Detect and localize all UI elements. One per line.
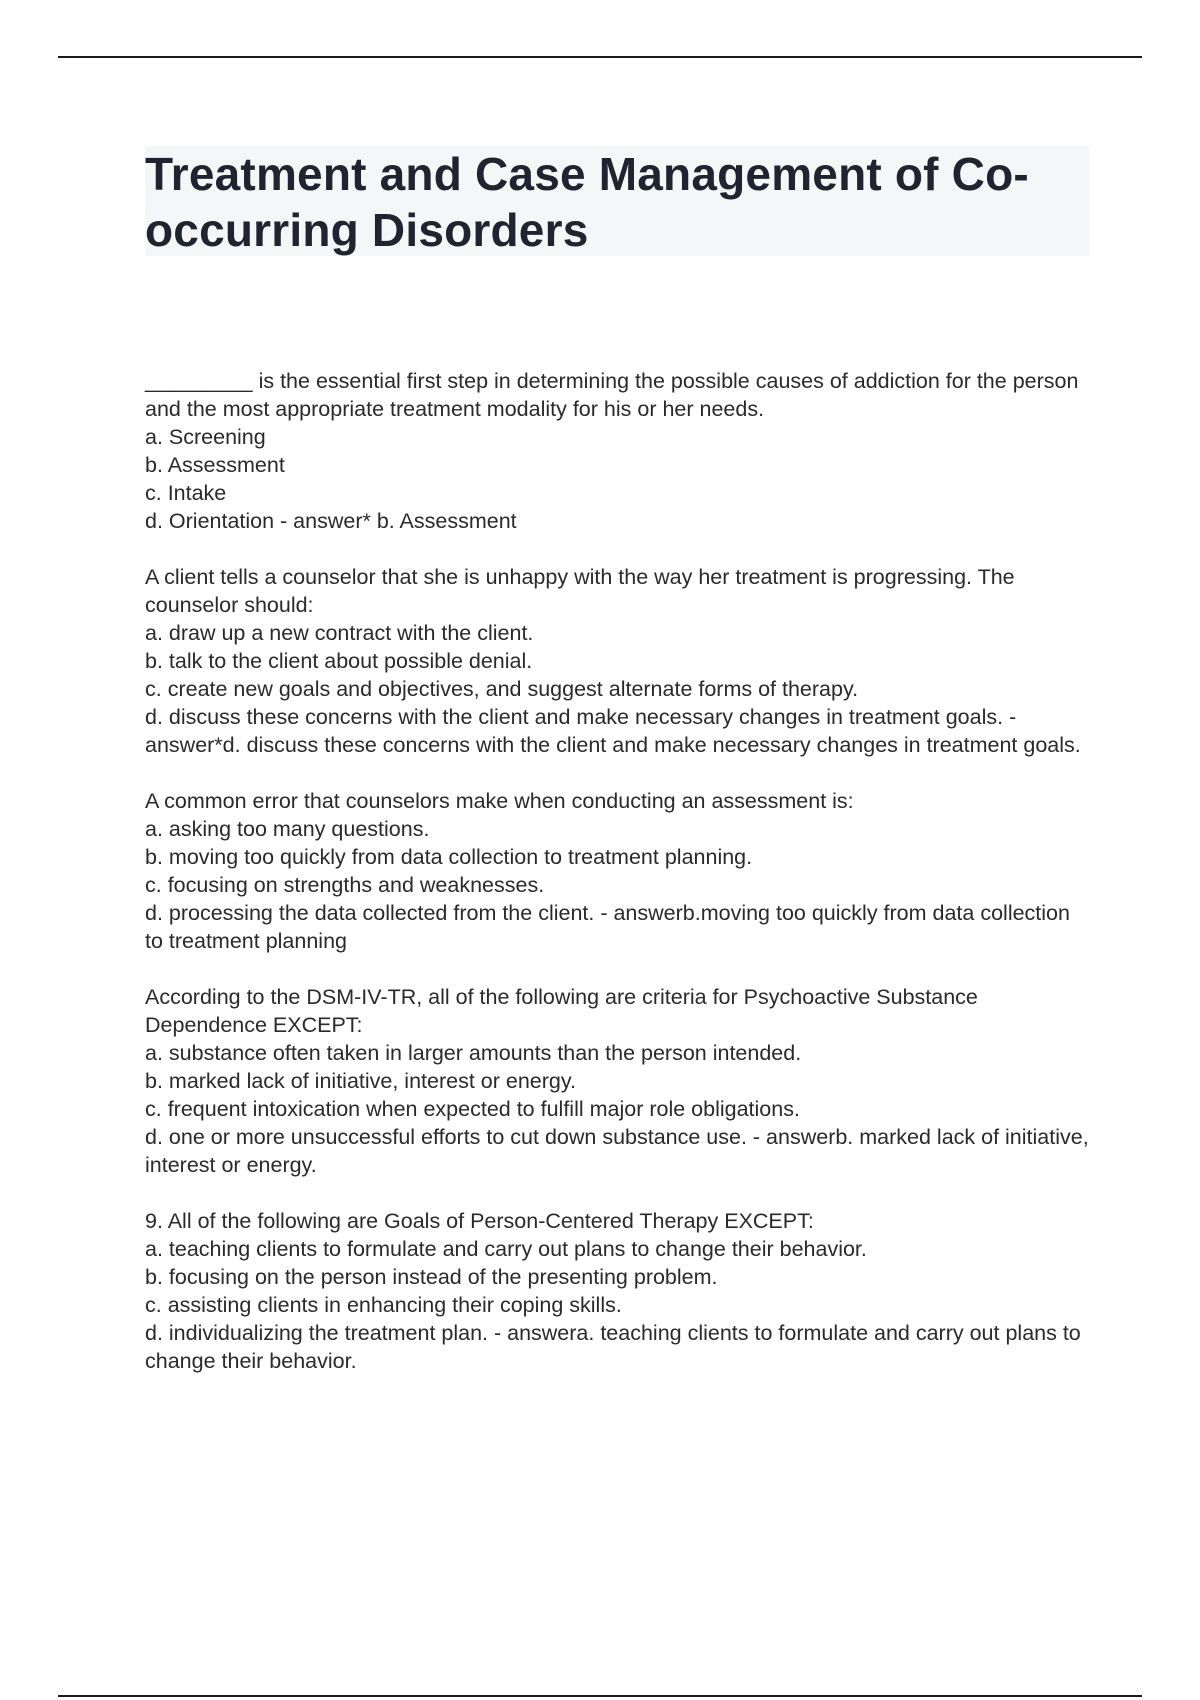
question-5-stem: 9. All of the following are Goals of Person-Centered Therapy EXCEPT: [145, 1209, 814, 1233]
question-5-option-c: c. assisting clients in enhancing their coping skills. [145, 1293, 622, 1317]
question-4-option-a: a. substance often taken in larger amounts than the person intended. [145, 1041, 802, 1065]
question-2-option-c: c. create new goals and objectives, and suggest alternate forms of therapy. [145, 677, 859, 701]
question-list [145, 367, 1095, 1403]
question-5-option-b: b. focusing on the person instead of the presenting problem. [145, 1265, 718, 1289]
question-4 [145, 983, 1095, 1179]
question-3-stem: A common error that counselors make when conducting an assessment is: [145, 789, 854, 813]
question-3-option-b: b. moving too quickly from data collection to treatment planning. [145, 845, 753, 869]
question-1 [145, 367, 1090, 535]
question-4-option-d-answer: d. one or more unsuccessful efforts to cut down substance use. - answerb. marked lack of initiative, interest or energy. [145, 1125, 1095, 1177]
question-1-option-d-answer: d. Orientation - answer* b. Assessment [145, 509, 517, 533]
question-5-option-a: a. teaching clients to formulate and carry out plans to change their behavior. [145, 1237, 867, 1261]
title-block [145, 146, 1089, 256]
question-3-option-d-answer: d. processing the data collected from the client. - answerb.moving too quickly from data collection to treatment planning [145, 901, 1076, 953]
question-1-option-a: a. Screening [145, 425, 266, 449]
question-5-option-d-answer: d. individualizing the treatment plan. - answera. teaching clients to formulate and carry out plans to change their behavior. [145, 1321, 1087, 1373]
bottom-rule [58, 1695, 1142, 1697]
top-rule [58, 56, 1142, 58]
question-3-option-a: a. asking too many questions. [145, 817, 430, 841]
page-title: Treatment and Case Management of Co-occurring Disorders [145, 148, 1029, 256]
question-1-option-c: c. Intake [145, 481, 227, 505]
question-2-option-b: b. talk to the client about possible denial. [145, 649, 533, 673]
question-2-option-a: a. draw up a new contract with the client. [145, 621, 534, 645]
question-1-stem: _________ is the essential first step in determining the possible causes of addiction for the person and the most appropriate treatment modality for his or her needs. [145, 369, 1085, 421]
question-1-option-b: b. Assessment [145, 453, 285, 477]
question-2-stem: A client tells a counselor that she is unhappy with the way her treatment is progressing. The counselor should: [145, 565, 1021, 617]
question-3-option-c: c. focusing on strengths and weaknesses. [145, 873, 545, 897]
question-4-option-b: b. marked lack of initiative, interest or energy. [145, 1069, 576, 1093]
question-3 [145, 787, 1090, 955]
question-4-option-c: c. frequent intoxication when expected to fulfill major role obligations. [145, 1097, 800, 1121]
question-4-stem: According to the DSM-IV-TR, all of the following are criteria for Psychoactive Substance Dependence EXCEPT: [145, 985, 984, 1037]
question-2 [145, 563, 1090, 759]
question-5 [145, 1207, 1090, 1375]
question-2-option-d-answer: d. discuss these concerns with the client and make necessary changes in treatment goals. - answer*d. discuss these concerns with the client and make necessary changes in treatment goals. [145, 705, 1081, 757]
